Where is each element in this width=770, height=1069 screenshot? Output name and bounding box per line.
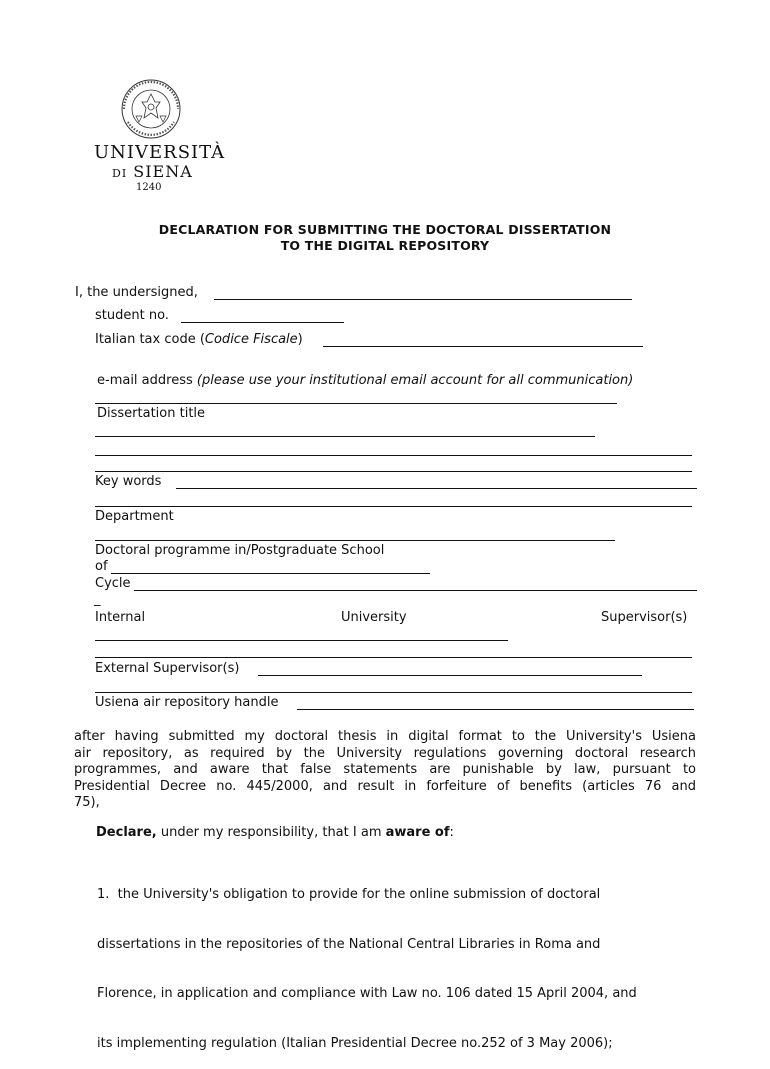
keywords-field-1[interactable] <box>176 488 697 489</box>
of-label: of <box>95 559 108 574</box>
declare-mid: under my responsibility, that I am <box>156 825 386 840</box>
tax-code-italic: Codice Fiscale <box>204 332 298 347</box>
doctoral-programme-label: Doctoral programme in/Postgraduate School <box>95 543 385 558</box>
declaration-item-1 <box>97 854 637 1069</box>
founding-year: 1240 <box>136 182 162 193</box>
document-title-line1: DECLARATION FOR SUBMITTING THE DOCTORAL DISSERTATION <box>158 222 612 237</box>
item1-line-3: Florence, in application and compliance with Law no. 106 dated 15 April 2004, and <box>97 986 637 1001</box>
declare-bold: Declare, <box>96 825 157 840</box>
email-field[interactable] <box>95 403 617 404</box>
cycle-overflow: _ <box>94 592 101 607</box>
student-no-field[interactable] <box>181 322 344 323</box>
keywords-field-2[interactable] <box>95 506 692 507</box>
dissertation-title-label: Dissertation title <box>97 406 206 421</box>
internal-supervisor-word-university: University <box>341 610 407 625</box>
internal-supervisor-field-2[interactable] <box>95 657 692 658</box>
university-name-line2 <box>112 162 193 181</box>
statement-line-3: programmes, and aware that false statements are punishable by law, pursuant to <box>74 762 696 777</box>
usiena-handle-label: Usiena air repository handle <box>95 695 279 710</box>
cycle-field[interactable] <box>134 590 697 591</box>
university-name-siena: SIENA <box>133 162 193 181</box>
dissertation-title-field-2[interactable] <box>95 455 692 456</box>
tax-code-field[interactable] <box>323 346 643 347</box>
document-title-line2: TO THE DIGITAL REPOSITORY <box>280 238 490 253</box>
statement-line-1: after having submitted my doctoral thesis in digital format to the University's Usiena <box>74 729 696 744</box>
tax-code-close: ) <box>297 332 303 347</box>
declare-aware-of: aware of <box>385 825 450 840</box>
university-name-line1: UNIVERSITÀ <box>94 142 226 163</box>
tax-code-label <box>95 332 303 347</box>
email-label <box>97 373 633 388</box>
external-supervisor-field-1[interactable] <box>258 675 642 676</box>
declare-line <box>96 825 454 840</box>
statement-line-4: Presidential Decree no. 445/2000, and result in forfeiture of benefits (articles 76 and <box>74 778 696 794</box>
keywords-label: Key words <box>95 474 162 489</box>
declare-end: : <box>449 825 454 840</box>
doctoral-programme-field[interactable] <box>111 573 430 574</box>
email-note: (please use your institutional email account for all communication) <box>196 373 634 388</box>
usiena-handle-field[interactable] <box>297 709 694 710</box>
external-supervisor-field-2[interactable] <box>95 692 692 693</box>
statement-line-5: 75), <box>74 795 100 810</box>
university-seal-icon <box>116 78 186 140</box>
statement-line-2: air repository, as required by the University regulations governing doctoral research <box>74 745 696 761</box>
external-supervisor-label: External Supervisor(s) <box>95 661 240 676</box>
university-name-di: DI <box>112 167 128 180</box>
cycle-label: Cycle <box>95 576 131 591</box>
dissertation-title-field-1[interactable] <box>95 436 595 437</box>
item1-line-2: dissertations in the repositories of the National Central Libraries in Roma and <box>97 936 601 952</box>
university-logo <box>88 78 226 198</box>
internal-supervisor-word-internal: Internal <box>95 610 146 625</box>
dissertation-title-field-3[interactable] <box>95 471 692 472</box>
undersigned-label: I, the undersigned, <box>75 285 198 300</box>
internal-supervisor-word-supervisors: Supervisor(s) <box>601 610 688 625</box>
email-label-text: e-mail address <box>97 373 193 388</box>
statement-paragraph <box>74 729 696 812</box>
department-field[interactable] <box>95 540 615 541</box>
tax-code-label-text: Italian tax code ( <box>95 332 205 347</box>
item1-line-4: its implementing regulation (Italian Presidential Decree no.252 of 3 May 2006); <box>97 1035 613 1051</box>
department-label: Department <box>95 509 174 524</box>
item1-line-1: 1. the University's obligation to provide for the online submission of doctoral <box>97 887 601 902</box>
student-no-label: student no. <box>95 308 169 323</box>
undersigned-name-field[interactable] <box>214 299 632 300</box>
internal-supervisor-field-1[interactable] <box>95 640 508 641</box>
